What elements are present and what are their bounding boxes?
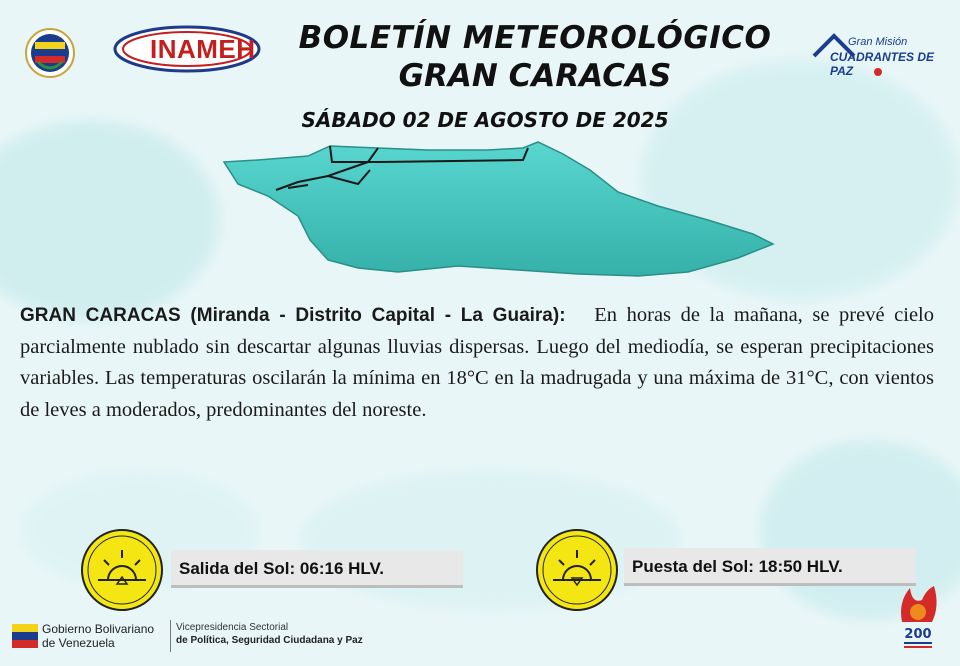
- bulletin-date: SÁBADO 02 DE AGOSTO DE 2025: [301, 108, 669, 132]
- gov-line1: Gobierno Bolivariano: [42, 622, 155, 636]
- bicentenario-200-logo: [892, 582, 944, 652]
- sunrise-icon: [80, 528, 164, 612]
- gov-line2: de Venezuela: [42, 636, 115, 650]
- forecast-description: [20, 300, 934, 426]
- bulletin-title: BOLETÍN METEOROLÓGICO: [298, 20, 772, 56]
- venezuela-flag-icon: [12, 624, 38, 648]
- sunrise-label: Salida del Sol: 06:16 HLV.: [171, 550, 463, 588]
- forecast-region: GRAN CARACAS (Miranda - Distrito Capital - La Guaira):: [20, 305, 566, 326]
- venezuela-emblem-logo: [18, 28, 82, 78]
- svg-text:200: 200: [904, 627, 932, 642]
- footer-divider: [170, 620, 171, 652]
- vice-line2: de Política, Seguridad Ciudadana y Paz: [176, 635, 363, 646]
- sunset-label: Puesta del Sol: 18:50 HLV.: [624, 548, 916, 586]
- cuadrantes-de-paz-logo: [808, 28, 948, 78]
- vice-line1: Vicepresidencia Sectorial: [176, 622, 289, 633]
- bulletin-subtitle: GRAN CARACAS: [398, 58, 672, 94]
- inameh-logo-text: INAMEH: [150, 34, 256, 64]
- forecast-text: En horas de la mañana, se prevé cielo parcialmente nublado sin descartar algunas lluvias dispersas. Luego del mediodía, se esperan precipitaciones variables. Las temperaturas oscilarán la mínima en 18°C en la madrugada y una máxima de 31°C, con vientos de leves a moderados, predominantes del noreste.: [20, 304, 934, 421]
- government-footer-logo: [12, 618, 382, 654]
- sunset-icon: [535, 528, 619, 612]
- inameh-logo: [112, 24, 262, 74]
- cuadrantes-logo-top-text: Gran Misión: [848, 36, 908, 48]
- gran-caracas-map: [218, 140, 778, 280]
- cuadrantes-logo-bottom-text: CUADRANTES DE PAZ: [830, 50, 935, 78]
